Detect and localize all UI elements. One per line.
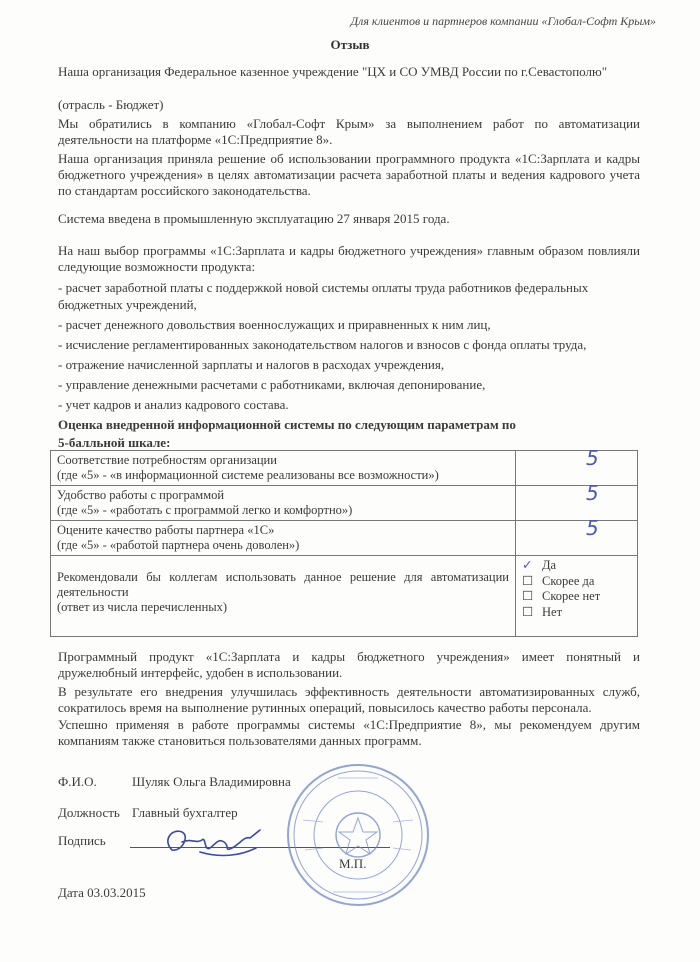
document-date: Дата 03.03.2015 — [58, 885, 146, 900]
score-value: 5 — [586, 446, 599, 470]
feature-item: - отражение начисленной зарплаты и налогов в расходах учреждения, — [58, 357, 445, 372]
feature-item: - исчисление регламентированных законодательством налогов и взносов с фонда оплаты труда, — [58, 337, 587, 352]
conclusion-recommend: Успешно применяя в работе программы системы «1С:Предприятие 8», мы рекомендуем другим компаниям также становиться пользователями данных программ. — [58, 717, 640, 748]
rating-score-cell[interactable] — [516, 516, 638, 556]
rating-question — [51, 521, 516, 556]
rating-scale: 5-балльной шкале: — [58, 435, 171, 450]
recommend-question — [51, 556, 516, 637]
intro-request: Мы обратились в компанию «Глобал-Софт Крым» за выполнением работ по автоматизации деятельности на платформе «1С:Предприятие 8». — [58, 116, 640, 147]
sign-label: Подпись — [58, 833, 106, 848]
option-rather-yes[interactable] — [522, 574, 631, 590]
conclusion-interface: Программный продукт «1С:Зарплата и кадры бюджетного учреждения» имеет понятный и дружелюбный интерфейс, удобен в использовании. — [58, 649, 640, 680]
handwritten-signature — [160, 818, 270, 868]
table-row — [51, 556, 638, 637]
question-title: Удобство работы с программой — [57, 488, 225, 502]
question-title: Соответствие потребностям организации — [57, 453, 277, 467]
feature-item: - расчет денежного довольствия военнослужащих и приравненных к ним лиц, — [58, 317, 491, 332]
question-title: Оцените качество работы партнера «1С» — [57, 523, 275, 537]
conclusion-effect: В результате его внедрения улучшилась эффективность деятельности автоматизированных служб, сократилось время на выполнение рутинных операций, повысилось качество работы персонала. — [58, 684, 640, 715]
rating-score-cell[interactable] — [516, 446, 638, 486]
official-seal — [283, 760, 433, 910]
question-hint: (где «5» - «в информационной системе реализованы все возможности») — [57, 468, 439, 482]
position-value: Главный бухгалтер — [132, 805, 238, 820]
feature-item: - расчет заработной платы с поддержкой новой системы оплаты труда работников федеральных бюджетных учреждений, — [58, 280, 589, 312]
rating-table — [50, 446, 638, 637]
question-hint: (где «5» - «работой партнера очень доволен») — [57, 538, 300, 552]
question-hint: (где «5» - «работать с программой легко и комфортно») — [57, 503, 353, 517]
option-label: Скорее да — [542, 573, 595, 588]
feature-item: - учет кадров и анализ кадрового состава. — [58, 397, 289, 412]
stamp-placeholder: М.П. — [339, 856, 367, 871]
question-hint: (ответ из числа перечисленных) — [57, 600, 228, 614]
option-label: Да — [542, 558, 557, 572]
question-title: Рекомендовали бы коллегам использовать данное решение для автоматизации деятельности — [57, 570, 509, 599]
checkmark-icon: ✓ — [522, 558, 533, 572]
rating-heading: Оценка внедренной информационной системы по следующим параметрам по — [58, 417, 516, 432]
checkbox-icon: ☐ — [522, 604, 534, 619]
checkbox-icon: ☐ — [522, 589, 534, 603]
table-row — [51, 521, 638, 556]
feature-list — [58, 279, 640, 413]
option-label: Нет — [542, 604, 563, 619]
score-value: 5 — [586, 481, 599, 505]
table-row — [51, 451, 638, 486]
rating-question — [51, 486, 516, 521]
option-rather-no[interactable] — [522, 589, 631, 605]
rating-question — [51, 451, 516, 486]
feature-item: - управление денежными расчетами с работниками, включая депонирование, — [58, 377, 486, 392]
option-yes[interactable] — [522, 558, 631, 574]
score-value: 5 — [586, 516, 599, 540]
intro-organization: Наша организация Федеральное казенное учреждение "ЦХ и СО УМВД России по г.Севастополю" — [58, 64, 608, 79]
option-label: Скорее нет — [542, 589, 601, 603]
document-title: Отзыв — [330, 37, 370, 52]
table-row — [51, 486, 638, 521]
fio-value: Шуляк Ольга Владимировна — [132, 774, 291, 789]
intro-launch-date: Система введена в промышленную эксплуатацию 27 января 2015 года. — [58, 211, 450, 226]
position-label: Должность — [58, 805, 120, 820]
fio-label: Ф.И.О. — [58, 774, 97, 789]
recommend-options — [516, 556, 638, 637]
intro-decision: Наша организация приняла решение об использовании программного продукта «1С:Зарплата и кадры бюджетного учреждения» в целях автоматизации расчета заработной платы и ведения кадрового учета по стандартам российского законодательства. — [58, 151, 640, 198]
header-note: Для клиентов и партнеров компании «Глобал-Софт Крым» — [350, 14, 656, 28]
rating-score-cell[interactable] — [516, 481, 638, 521]
intro-industry: (отрасль - Бюджет) — [58, 97, 164, 112]
option-no[interactable] — [522, 605, 631, 621]
intro-choice: На наш выбор программы «1С:Зарплата и кадры бюджетного учреждения» главным образом повлияли следующие возможности продукта: — [58, 243, 640, 274]
checkbox-icon: ☐ — [522, 573, 534, 588]
